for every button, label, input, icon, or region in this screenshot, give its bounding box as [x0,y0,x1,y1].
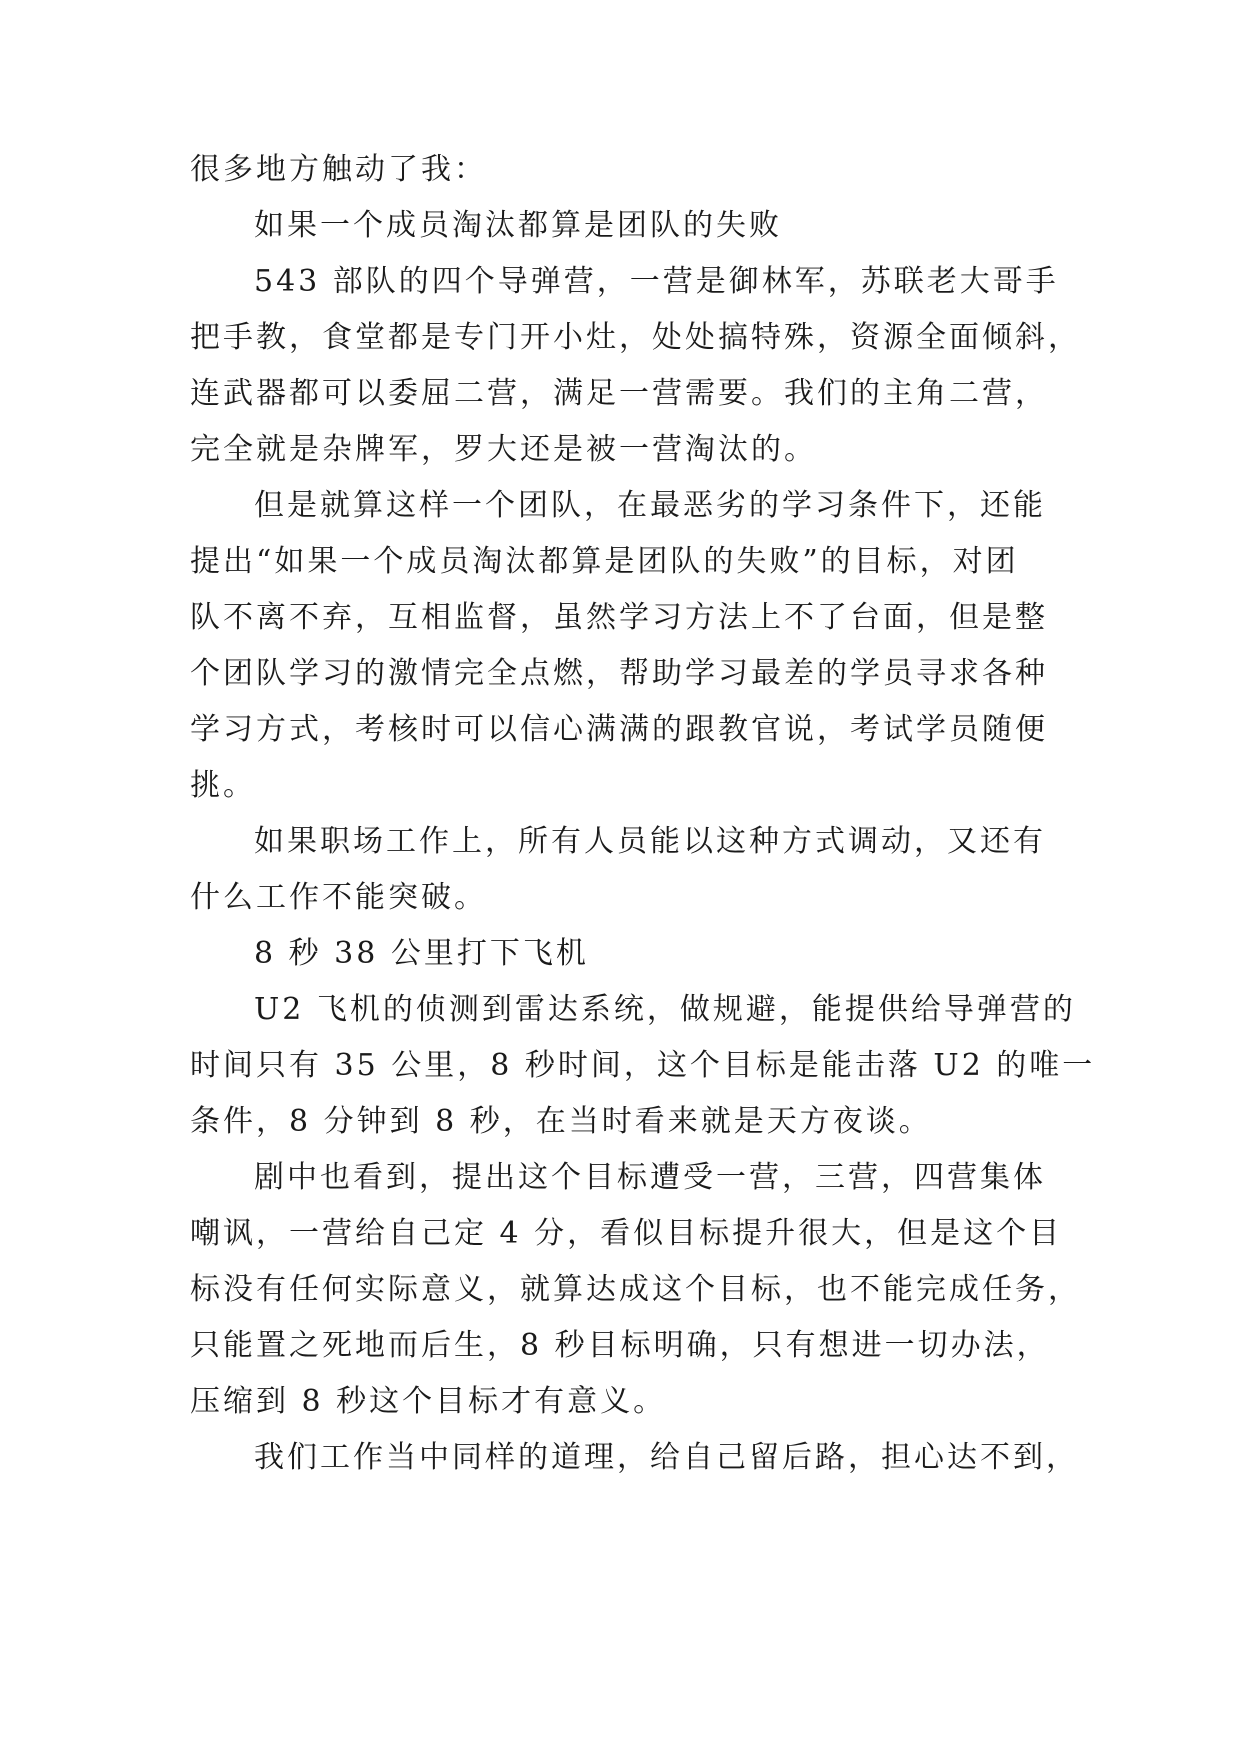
text-line: 压缩到 8 秒这个目标才有意义。 [190,1384,667,1419]
text-line: 条件，8 分钟到 8 秒，在当时看来就是天方夜谈。 [190,1104,932,1139]
text-line: 提出“如果一个成员淘汰都算是团队的失败”的目标，对团 [190,544,1019,579]
text-line: 把手教，食堂都是专门开小灶，处处搞特殊，资源全面倾斜， [190,320,1081,355]
text-line: 嘲讽，一营给自己定 4 分，看似目标提升很大，但是这个目 [190,1216,1063,1251]
text-line: 连武器都可以委屈二营，满足一营需要。我们的主角二营， [190,376,1048,411]
text-line: 剧中也看到，提出这个目标遭受一营，三营，四营集体 [254,1160,1046,1195]
section-heading: 如果一个成员淘汰都算是团队的失败 [254,208,782,243]
text-line: 只能置之死地而后生，8 秒目标明确，只有想进一切办法， [190,1328,1050,1363]
text-line: 标没有任何实际意义，就算达成这个目标，也不能完成任务， [190,1272,1081,1307]
text-line: 时间只有 35 公里，8 秒时间，这个目标是能击落 U2 的唯一 [190,1048,1096,1083]
text-line: 个团队学习的激情完全点燃，帮助学习最差的学员寻求各种 [190,656,1048,691]
text-line: 如果职场工作上，所有人员能以这种方式调动，又还有 [254,824,1046,859]
text-line: 学习方式，考核时可以信心满满的跟教官说，考试学员随便 [190,712,1048,747]
text-line: 挑。 [190,768,256,803]
text-line: 很多地方触动了我： [190,152,487,187]
text-line: 543 部队的四个导弹营，一营是御林军，苏联老大哥手 [254,264,1059,299]
text-line: 我们工作当中同样的道理，给自己留后路，担心达不到， [254,1440,1079,1475]
text-line: 完全就是杂牌军，罗大还是被一营淘汰的。 [190,432,817,467]
text-line: 但是就算这样一个团队，在最恶劣的学习条件下，还能 [254,488,1046,523]
section-heading: 8 秒 38 公里打下飞机 [254,936,589,971]
text-line: 队不离不弃，互相监督，虽然学习方法上不了台面，但是整 [190,600,1048,635]
text-line: U2 飞机的侦测到雷达系统，做规避，能提供给导弹营的 [254,992,1076,1027]
text-line: 什么工作不能突破。 [190,880,487,915]
